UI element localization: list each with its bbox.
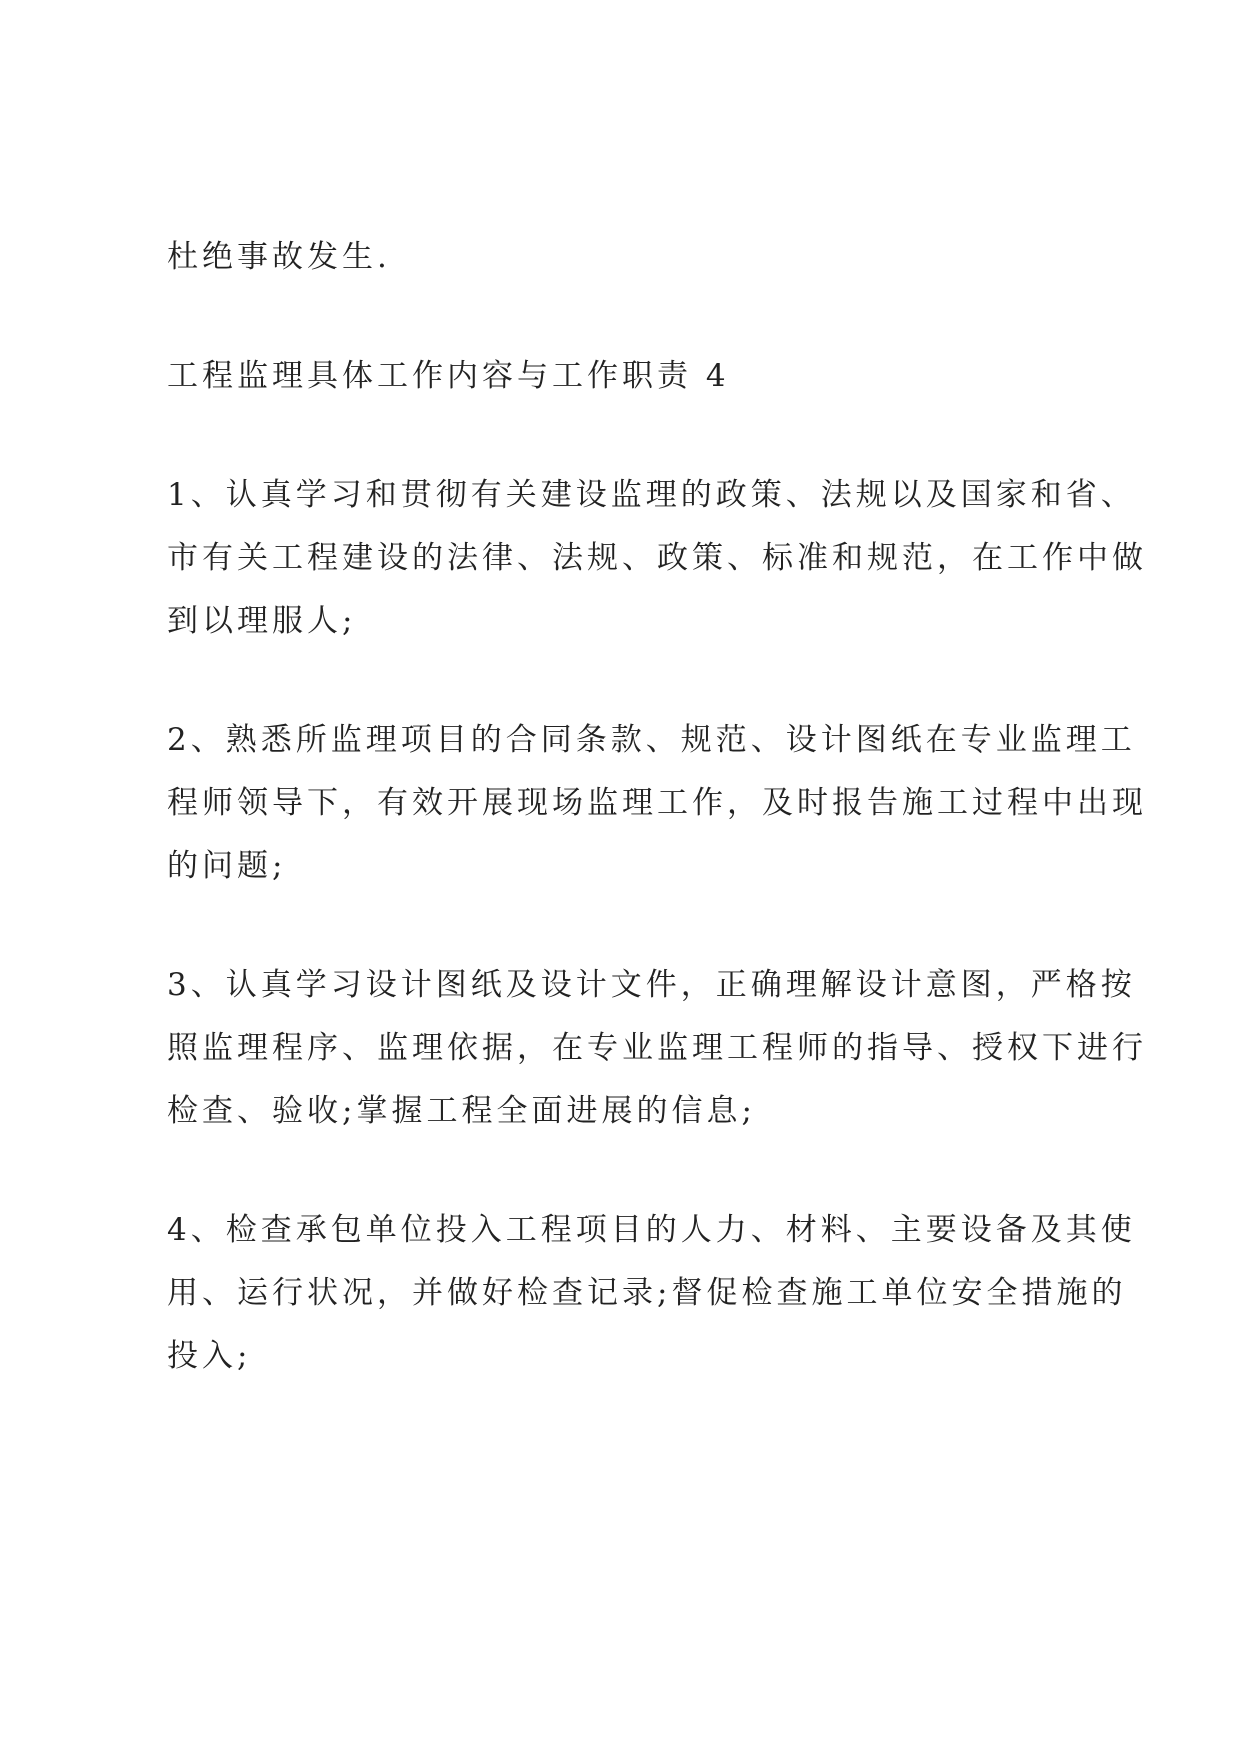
list-item-4 xyxy=(167,1199,1136,1388)
text-line: 市有关工程建设的法律、法规、政策、标准和规范，在工作中做 xyxy=(167,540,1147,576)
list-item-3 xyxy=(167,954,1147,1143)
section-heading xyxy=(167,345,1097,408)
list-item-2 xyxy=(167,709,1147,898)
text-line: 检查、验收;掌握工程全面进展的信息; xyxy=(167,1093,756,1129)
text-line: 投入; xyxy=(167,1338,252,1374)
text-line: 照监理程序、监理依据，在专业监理工程师的指导、授权下进行 xyxy=(167,1030,1147,1066)
paragraph-continuation xyxy=(167,226,1097,289)
text-line: 到以理服人; xyxy=(167,603,357,639)
text-line: 的问题; xyxy=(167,848,287,884)
text-line: 程师领导下，有效开展现场监理工作，及时报告施工过程中出现 xyxy=(167,785,1147,821)
text-line: 2、熟悉所监理项目的合同条款、规范、设计图纸在专业监理工 xyxy=(167,722,1136,758)
text-line: 3、认真学习设计图纸及设计文件，正确理解设计意图，严格按 xyxy=(167,967,1136,1003)
text-line: 杜绝事故发生. xyxy=(167,239,391,275)
list-item-1 xyxy=(167,464,1147,653)
text-line: 用、运行状况，并做好检查记录;督促检查施工单位安全措施的 xyxy=(167,1275,1127,1311)
heading-text: 工程监理具体工作内容与工作职责 4 xyxy=(167,358,730,394)
text-line: 4、检查承包单位投入工程项目的人力、材料、主要设备及其使 xyxy=(167,1212,1136,1248)
text-line: 1、认真学习和贯彻有关建设监理的政策、法规以及国家和省、 xyxy=(167,477,1136,513)
document-body xyxy=(167,226,1147,1444)
